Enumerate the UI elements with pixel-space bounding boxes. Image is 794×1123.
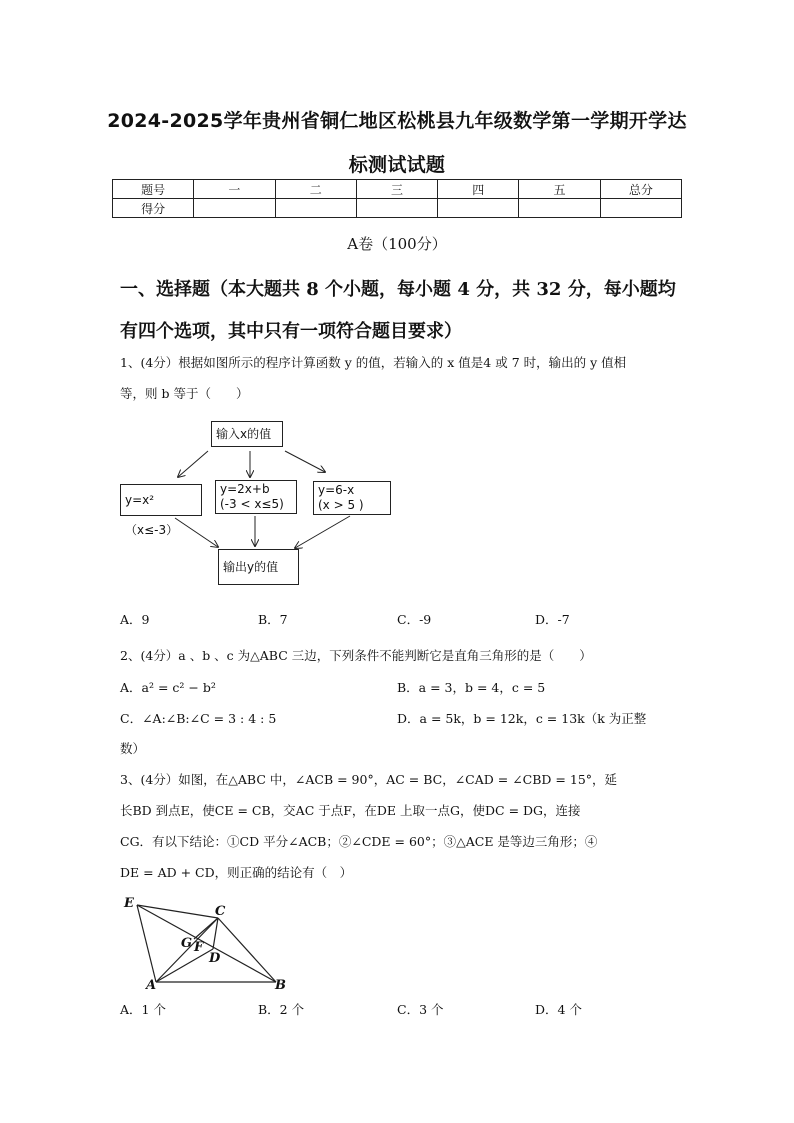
q2-option-b[interactable]: B．a = 3，b = 4，c = 5 — [397, 680, 546, 695]
q2-option-a[interactable]: A．a² = c² − b² — [120, 680, 216, 695]
score-table — [112, 179, 682, 218]
flow-right-formula: y=6-x — [318, 483, 355, 497]
part1-heading-line-1: 一、选择题（本大题共 8 个小题，每小题 4 分，共 32 分，每小题均 — [120, 279, 676, 300]
score-cell[interactable] — [519, 199, 600, 218]
figure-label-G: G — [181, 936, 193, 951]
arrow-left-to-output — [175, 518, 218, 547]
figure-label-D: D — [209, 951, 221, 966]
section-a-heading: A卷（100分） — [347, 235, 447, 253]
title-line-1: 2024-2025学年贵州省铜仁地区松桃县九年级数学第一学期开学达 — [107, 110, 687, 132]
q2-option-d-continued: 数） — [120, 741, 146, 756]
score-header-cell: 五 — [519, 180, 600, 199]
score-header-cell: 二 — [275, 180, 356, 199]
score-table-header-row — [113, 180, 682, 199]
flow-left-box: y=x²（x≤-3） — [120, 484, 202, 516]
score-cell[interactable] — [194, 199, 275, 218]
score-cell[interactable] — [275, 199, 356, 218]
arrow-to-right-branch — [285, 451, 325, 472]
flow-right-box — [313, 481, 391, 515]
figure-label-F: F — [194, 940, 204, 955]
q1-option-a[interactable]: A．9 — [120, 612, 150, 627]
q2-option-d[interactable]: D．a = 5k，b = 12k，c = 13k（k 为正整 — [397, 711, 647, 726]
flow-right-condition: (x > 5 ) — [318, 498, 364, 512]
figure-label-E: E — [124, 896, 134, 911]
score-cell[interactable] — [438, 199, 519, 218]
part1-heading-line-2: 有四个选项，其中只有一项符合题目要求） — [120, 321, 462, 342]
score-header-cell: 一 — [194, 180, 275, 199]
q3-stem-line-1: 3、(4分）如图，在△ABC 中，∠ACB = 90°，AC = BC，∠CAD = ∠CBD = 15°，延 — [120, 772, 618, 787]
flow-middle-box — [215, 480, 297, 514]
q3-stem-line-2: 长BD 到点E，使CE = CB，交AC 于点F，在DE 上取一点G，使DC = DG，连接 — [120, 803, 581, 818]
score-header-cell: 总分 — [600, 180, 681, 199]
segment-AD — [156, 949, 213, 982]
q3-option-d[interactable]: D．4 个 — [535, 1002, 582, 1017]
score-cell[interactable] — [600, 199, 681, 218]
q1-option-c[interactable]: C．-9 — [397, 612, 432, 627]
score-row-label: 得分 — [113, 199, 194, 218]
score-header-cell: 题号 — [113, 180, 194, 199]
q1-stem-line-1: 1、(4分）根据如图所示的程序计算函数 y 的值，若输入的 x 值是4 或 7 时，输出的 y 值相 — [120, 355, 627, 370]
q3-option-b[interactable]: B．2 个 — [258, 1002, 305, 1017]
q2-stem: 2、(4分）a 、b 、c 为△ABC 三边，下列条件不能判断它是直角三角形的是（ ） — [120, 648, 592, 663]
score-header-cell: 三 — [356, 180, 437, 199]
segment-EA — [137, 905, 156, 982]
q3-stem-line-3: CG．有以下结论：①CD 平分∠ACB；②∠CDE = 60°；③△ACE 是等边三角形；④ — [120, 834, 598, 849]
arrow-to-left-branch — [178, 451, 208, 477]
flow-output-box: 输出y的值 — [218, 549, 299, 585]
flow-middle-formula: y=2x+b — [220, 482, 270, 496]
flow-middle-condition: (-3 < x≤5) — [220, 497, 284, 511]
score-table-score-row — [113, 199, 682, 218]
figure-label-C: C — [215, 904, 226, 919]
q3-option-c[interactable]: C．3 个 — [397, 1002, 444, 1017]
title-line-2: 标测试试题 — [348, 154, 446, 176]
q1-stem-line-2: 等，则 b 等于（ ） — [120, 386, 249, 401]
segment-CG — [194, 918, 218, 939]
q2-option-c[interactable]: C．∠A:∠B:∠C = 3 : 4 : 5 — [120, 711, 277, 726]
score-cell[interactable] — [356, 199, 437, 218]
q3-stem-line-4: DE = AD + CD，则正确的结论有（ ） — [120, 865, 353, 880]
q1-option-d[interactable]: D．-7 — [535, 612, 570, 627]
segment-CB — [218, 918, 276, 982]
q3-triangle-figure — [118, 890, 298, 992]
q3-option-a[interactable]: A．1 个 — [120, 1002, 166, 1017]
score-header-cell: 四 — [438, 180, 519, 199]
figure-label-B: B — [275, 978, 286, 992]
arrow-right-to-output — [295, 516, 350, 548]
flow-input-box: 输入x的值 — [211, 421, 283, 447]
figure-label-A: A — [146, 978, 157, 992]
q1-option-b[interactable]: B．7 — [258, 612, 288, 627]
